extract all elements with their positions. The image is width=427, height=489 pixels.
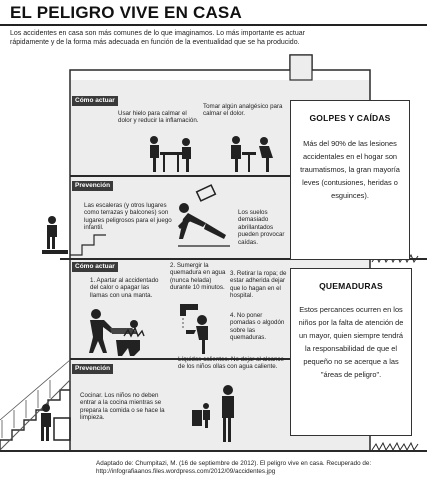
people-table-icon xyxy=(140,132,200,174)
prev-suelos: Los suelos demasiado abrillantados pueden provocar caídas. xyxy=(238,209,285,246)
page-title: EL PELIGRO VIVE EN CASA xyxy=(10,3,242,22)
intro-text: Los accidentes en casa son más comunes de lo que imaginamos. Lo más importante es actuar rápidamente y de la forma más adecuada en función de la eventualidad que se ha producido. xyxy=(10,30,305,46)
prev-cocinar: Cocinar. Los niños no deben entrar a la cocina mientras se prepara la comida o se hace la limpieza. xyxy=(80,392,165,422)
people-medicine-icon xyxy=(222,132,282,174)
section-label-como-actuar-1: Cómo actuar xyxy=(72,96,118,106)
burn-rescue-icon xyxy=(80,306,150,356)
step-apartar: 1. Apartar al accidentado del calor o apagar las llamas con una manta. xyxy=(90,277,159,299)
section-label-prevencion-2: Prevención xyxy=(72,364,113,374)
panel-quemaduras-body: Estos percances ocurren en los niños por la falta de atención de un mayor, quien siempre tendrá la responsabilidad de que el pequeño no se acerque a las "áreas de peligro". xyxy=(298,305,404,379)
step-analgesico: Tomar algún analgésico para calmar el dolor. xyxy=(203,103,283,118)
panel-golpes-body: Más del 90% de las lesiones accidentales en el hogar son traumatismos, la gran mayoría leves (contusiones, heridas o esguinces). xyxy=(300,139,400,200)
floor-divider-1 xyxy=(70,175,290,177)
source-credit: Adaptado de: Chumpitazi, M. (16 de septiembre de 2012). El peligro vive en casa. Recuperado de: http://infografiaanos.files.wordpress.com/2012/09/accidentes.jpg xyxy=(96,460,372,475)
section-label-como-actuar-2: Cómo actuar xyxy=(72,262,118,272)
step-no-pomadas: 4. No poner pomadas o algodón sobre las quemaduras. xyxy=(230,312,285,342)
step-sumergir: 2. Sumergir la quemadura en agua (nunca helada) durante 10 minutos. xyxy=(170,262,226,292)
prev-liquidos: Líquidos calientes. No dejar al alcance de los niños ollas con agua caliente. xyxy=(178,356,284,371)
step-retirar-ropa: 3. Retirar la ropa; de estar adherida dejar que lo hagan en el hospital. xyxy=(230,270,287,300)
panel-golpes-title: GOLPES Y CAÍDAS xyxy=(309,113,391,123)
adult-child-stove-icon xyxy=(190,380,250,450)
ground-line xyxy=(0,450,427,452)
child-kitchen-icon xyxy=(36,400,76,450)
child-stairs-icon xyxy=(40,214,70,258)
panel-quemaduras-title: QUEMADURAS xyxy=(319,281,383,291)
prev-escaleras: Las escaleras (y otros lugares como terrazas y balcones) son lugares peligrosos para el juego infantil. xyxy=(84,202,172,232)
water-tap-icon xyxy=(172,300,222,356)
section-label-prevencion-1: Prevención xyxy=(72,181,113,191)
panel-golpes-caidas xyxy=(290,100,410,260)
step-hielo: Usar hielo para calmar el dolor y reducir la inflamación. xyxy=(118,110,199,125)
falling-person-icon xyxy=(170,186,240,256)
panel-quemaduras xyxy=(290,268,412,436)
